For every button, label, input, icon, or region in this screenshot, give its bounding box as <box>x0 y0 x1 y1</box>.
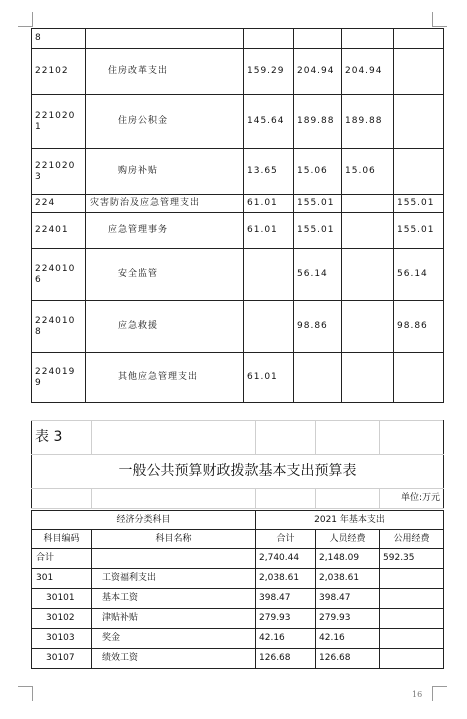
code-cell: 30102 <box>32 609 92 629</box>
col-header-total: 合计 <box>256 530 316 549</box>
value-cell <box>342 353 394 403</box>
name-cell: 基本工资 <box>92 589 256 609</box>
table-title: 一般公共预算财政拨款基本支出预算表 <box>32 455 444 489</box>
code-cell: 合计 <box>32 549 92 569</box>
value-cell: 204.94 <box>294 49 342 95</box>
value-cell <box>394 149 444 195</box>
table-row <box>32 609 444 629</box>
public-cell <box>380 649 444 669</box>
value-cell: 98.86 <box>294 301 342 353</box>
table-row <box>32 629 444 649</box>
value-cell <box>342 301 394 353</box>
value-cell <box>394 353 444 403</box>
col-header-code: 科目编码 <box>32 530 92 549</box>
value-cell: 61.01 <box>244 213 294 249</box>
value-cell <box>244 249 294 301</box>
code-cell: 2210203 <box>32 149 86 195</box>
total-cell: 2,038.61 <box>256 569 316 589</box>
table-row <box>32 649 444 669</box>
total-cell: 42.16 <box>256 629 316 649</box>
public-cell <box>380 629 444 649</box>
total-cell: 279.93 <box>256 609 316 629</box>
col-header-public: 公用经费 <box>380 530 444 549</box>
personnel-cell: 398.47 <box>316 589 380 609</box>
code-cell: 22102 <box>32 49 86 95</box>
corner-mark-bottom-left <box>18 686 33 701</box>
code-cell: 2210201 <box>32 95 86 149</box>
name-cell: 应急救援 <box>86 301 244 353</box>
table-row <box>32 29 444 49</box>
name-cell: 其他应急管理支出 <box>86 353 244 403</box>
value-cell: 98.86 <box>394 301 444 353</box>
name-cell: 绩效工资 <box>92 649 256 669</box>
value-cell: 56.14 <box>394 249 444 301</box>
name-cell: 住房公积金 <box>86 95 244 149</box>
header-economic-category: 经济分类科目 <box>32 511 256 530</box>
value-cell <box>342 249 394 301</box>
budget-table-continued <box>31 28 444 403</box>
value-cell: 15.06 <box>342 149 394 195</box>
code-cell: 30101 <box>32 589 92 609</box>
table-row <box>32 49 444 95</box>
value-cell <box>244 301 294 353</box>
personnel-cell: 126.68 <box>316 649 380 669</box>
value-cell: 145.64 <box>244 95 294 149</box>
public-cell <box>380 569 444 589</box>
table-row <box>32 589 444 609</box>
table-row <box>32 195 444 213</box>
public-cell <box>380 609 444 629</box>
total-cell: 2,740.44 <box>256 549 316 569</box>
code-cell: 224 <box>32 195 86 213</box>
code-cell: 22401 <box>32 213 86 249</box>
name-cell: 安全监管 <box>86 249 244 301</box>
header-2021-basic-expenditure: 2021 年基本支出 <box>256 511 444 530</box>
personnel-cell: 2,148.09 <box>316 549 380 569</box>
page-number: 16 <box>412 690 423 699</box>
col-header-name: 科目名称 <box>92 530 256 549</box>
name-cell: 住房改革支出 <box>86 49 244 95</box>
value-cell: 155.01 <box>294 195 342 213</box>
value-cell <box>342 213 394 249</box>
basic-expenditure-table <box>31 510 444 669</box>
table-row <box>32 301 444 353</box>
value-cell: 189.88 <box>342 95 394 149</box>
name-cell <box>86 29 244 49</box>
table-row <box>32 249 444 301</box>
code-cell: 301 <box>32 569 92 589</box>
code-cell: 2240108 <box>32 301 86 353</box>
value-cell <box>294 29 342 49</box>
table-row <box>32 149 444 195</box>
name-cell <box>92 549 256 569</box>
name-cell: 灾害防治及应急管理支出 <box>86 195 244 213</box>
name-cell: 购房补贴 <box>86 149 244 195</box>
value-cell <box>394 49 444 95</box>
value-cell: 13.65 <box>244 149 294 195</box>
table-row <box>32 213 444 249</box>
total-cell: 126.68 <box>256 649 316 669</box>
table-label: 表 3 <box>32 421 92 455</box>
personnel-cell: 42.16 <box>316 629 380 649</box>
code-cell: 30107 <box>32 649 92 669</box>
code-cell: 2240199 <box>32 353 86 403</box>
value-cell: 159.29 <box>244 49 294 95</box>
value-cell <box>342 195 394 213</box>
corner-mark-top-left <box>18 12 33 27</box>
value-cell <box>394 95 444 149</box>
value-cell <box>294 353 342 403</box>
table-row <box>32 95 444 149</box>
unit-label: 单位:万元 <box>380 489 444 509</box>
name-cell: 工资福利支出 <box>92 569 256 589</box>
table-row <box>32 353 444 403</box>
value-cell: 204.94 <box>342 49 394 95</box>
value-cell <box>244 29 294 49</box>
personnel-cell: 2,038.61 <box>316 569 380 589</box>
value-cell: 15.06 <box>294 149 342 195</box>
value-cell: 155.01 <box>394 195 444 213</box>
value-cell: 61.01 <box>244 195 294 213</box>
corner-mark-top-right <box>432 12 447 27</box>
total-cell: 398.47 <box>256 589 316 609</box>
corner-mark-bottom-right <box>432 686 447 701</box>
value-cell: 56.14 <box>294 249 342 301</box>
value-cell: 189.88 <box>294 95 342 149</box>
name-cell: 应急管理事务 <box>86 213 244 249</box>
public-cell: 592.35 <box>380 549 444 569</box>
code-cell: 30103 <box>32 629 92 649</box>
value-cell: 155.01 <box>294 213 342 249</box>
public-cell <box>380 589 444 609</box>
table-row <box>32 569 444 589</box>
table-title-grid <box>31 420 444 509</box>
col-header-personnel: 人员经费 <box>316 530 380 549</box>
name-cell: 奖金 <box>92 629 256 649</box>
name-cell: 津贴补贴 <box>92 609 256 629</box>
code-cell: 8 <box>32 29 86 49</box>
code-cell: 2240106 <box>32 249 86 301</box>
table-row <box>32 549 444 569</box>
value-cell: 155.01 <box>394 213 444 249</box>
value-cell <box>394 29 444 49</box>
value-cell <box>342 29 394 49</box>
personnel-cell: 279.93 <box>316 609 380 629</box>
value-cell: 61.01 <box>244 353 294 403</box>
